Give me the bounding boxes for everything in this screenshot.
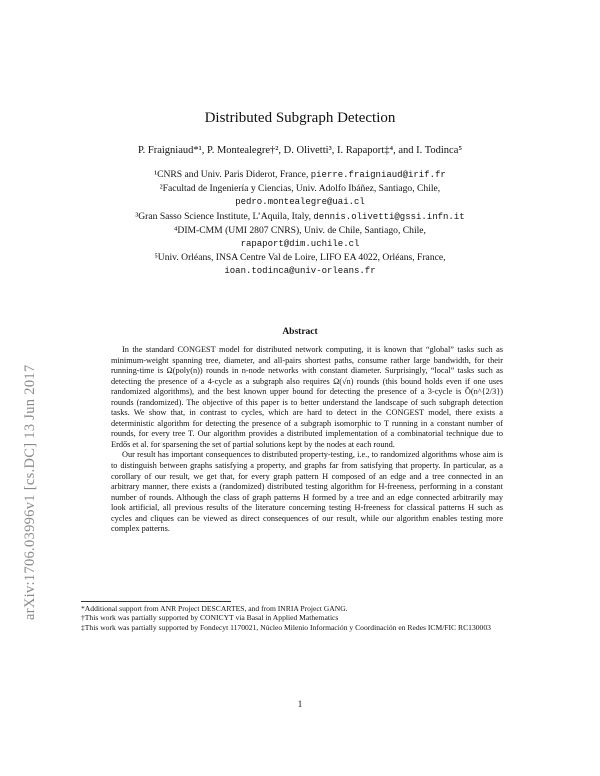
abstract-paragraph: Our result has important consequences to distributed property-testing, i.e., to randomized algorithms whose aim is to distinguish between graphs satisfying a property, and graphs far from satisfying that property. In particular, as a corollary of our result, we get that, for every graph pattern H composed of an edge and a tree connected in an arbitrary manner, there exists a (randomized) distributed testing algorithm for H-freeness, performing in a constant number of rounds. Although the class of graph patterns H formed by a tree and an edge connected arbitrarily may look artificial, all previous results of the literature concerning testing H-freeness for classical patterns H such as cycles and cliques can be viewed as direct consequences of our result, while our algorithm enables testing more complex patterns. <box>111 450 503 534</box>
email-link[interactable]: pierre.fraigniaud@irif.fr <box>310 170 446 180</box>
abstract-heading: Abstract <box>282 327 318 337</box>
footnote-rule <box>81 601 231 602</box>
author-list: P. Fraigniaud*¹, P. Montealegre†², D. Olivetti³, I. Rapaport‡⁴, and I. Todinca⁵ <box>137 145 463 156</box>
paper-title: Distributed Subgraph Detection <box>204 110 396 126</box>
affiliation-4: ⁴DIM-CMM (UMI 2807 CNRS), Univ. de Chile, Santiago, Chile, <box>174 224 426 236</box>
email-link[interactable]: dennis.olivetti@gssi.infn.it <box>313 211 465 222</box>
page-number: 1 <box>297 699 303 709</box>
footnotes <box>81 601 531 632</box>
abstract-paragraph: In the standard CONGEST model for distributed network computing, it is known that “global” tasks such as minimum-weight spanning tree, diameter, and all-pairs shortest paths, consume rather large bandwidth, for their running-time is Ω(poly(n)) rounds in n-node networks with constant diameter. Surprisingly, “local” tasks such as detecting the presence of a 4-cycle as a subgraph also requires Ω(√n) rounds (this bound holds even if one uses randomized algorithms), and the best known upper bound for detecting the presence of a 3-cycle is Õ(n^{2/3}) rounds (randomized). The objective of this paper is to better understand the landscape of such subgraph detection tasks. We show that, in contrast to cycles, which are hard to detect in the CONGEST model, there exists a deterministic algorithm for detecting the presence of a subgraph isomorphic to T running in a constant number of rounds, for every tree T. Our algorithm provides a distributed implementation of a combinatorial technique due to Erdős et al. for sparsening the set of partial solutions kept by the nodes at each round. <box>111 345 503 449</box>
affiliation-5: ⁵Univ. Orléans, INSA Centre Val de Loire, LIFO EA 4022, Orléans, France, <box>154 252 446 264</box>
footnote: ‡This work was partially supported by Fondecyt 1170021, Núcleo Milenio Información y Coordinación en Redes ICM/FIC RC130003 <box>81 622 491 632</box>
footnote: *Additional support from ANR Project DESCARTES, and from INRIA Project GANG. <box>81 604 348 613</box>
affiliations <box>0 168 600 279</box>
email-link[interactable]: rapaport@dim.uchile.cl <box>240 239 360 250</box>
email-link[interactable]: pedro.montealegre@uai.cl <box>235 197 365 208</box>
affiliation-1: ¹CNRS and Univ. Paris Diderot, France, pierre.fraigniaud@irif.fr <box>154 169 446 180</box>
abstract-body <box>111 345 503 535</box>
affiliation-3: ³Gran Sasso Science Institute, L’Aquila, Italy, dennis.olivetti@gssi.infn.it <box>135 210 465 222</box>
affiliation-2: ²Facultad de Ingeniería y Ciencias, Univ. Adolfo Ibáñez, Santiago, Chile, <box>159 183 441 195</box>
footnote: †This work was partially supported by CONICYT via Basal in Applied Mathematics <box>81 613 339 623</box>
email-link[interactable]: ioan.todinca@univ-orleans.fr <box>224 266 376 277</box>
arxiv-stamp-text: arXiv:1706.03996v1 [cs.DC] 13 Jun 2017 <box>22 364 38 620</box>
